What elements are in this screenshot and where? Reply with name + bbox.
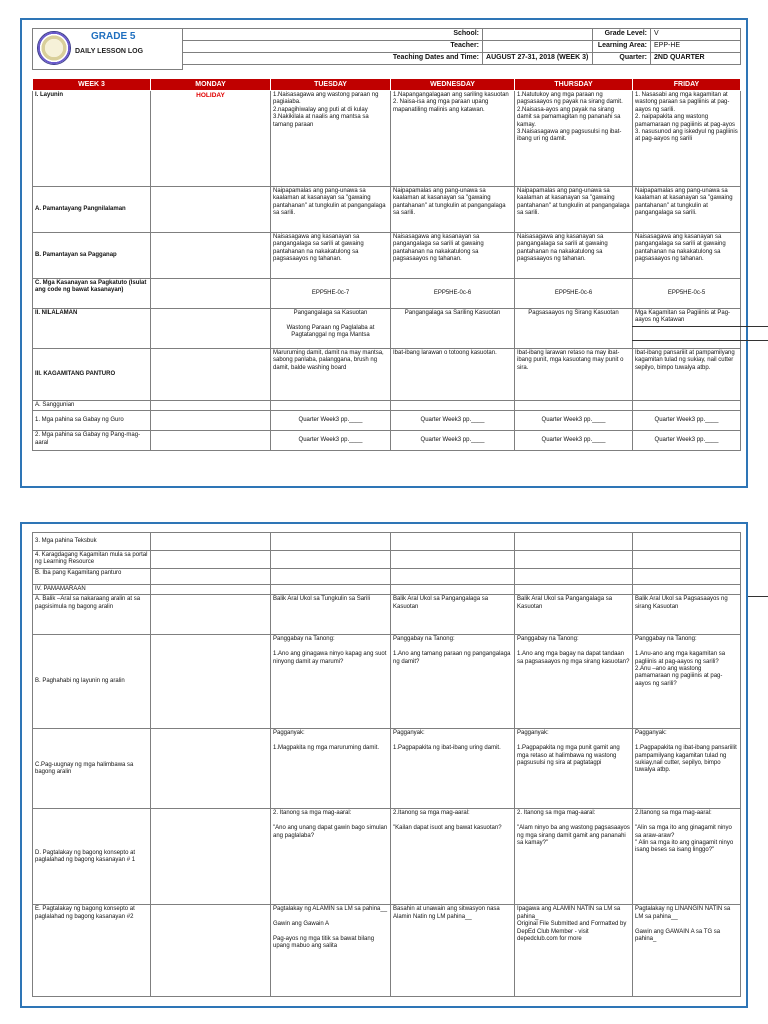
table-row bbox=[33, 279, 741, 309]
wednesday-cell: 1.Napangangalagaan ang sariling kasuotan 2. Naisa-isa ang mga paraan upang mapanatiling malinis ang katawan. bbox=[391, 91, 515, 187]
grade-title: GRADE 5 bbox=[91, 31, 136, 42]
wednesday-cell: Pagganyak: 1.Pagpapakita ng ibat-ibang uring damit. bbox=[391, 729, 515, 809]
monday-cell bbox=[151, 905, 271, 997]
tuesday-cell: Pagganyak: 1.Magpakita ng mga maruruming damit. bbox=[271, 729, 391, 809]
monday-cell bbox=[151, 401, 271, 411]
table-row bbox=[33, 729, 741, 809]
learning-area-value: EPP-HE bbox=[651, 40, 741, 52]
row-label: III. KAGAMITANG PANTURO bbox=[33, 349, 151, 401]
monday-cell bbox=[151, 309, 271, 349]
tuesday-cell: Pangangalaga sa Kasuotan Wastong Paraan ng Paglalaba at Pagtatanggal ng mga Mantsa bbox=[271, 309, 391, 349]
thursday-cell: Ipagawa ang ALAMIN NATIN sa LM sa pahina_ Original File Submitted and Formatted by DepEd Club Member - visit depedclub.com for more bbox=[515, 905, 633, 997]
table-row bbox=[33, 809, 741, 905]
row-label: 3. Mga pahina Teksbuk bbox=[33, 533, 151, 551]
wednesday-cell: Quarter Week3 pp.____ bbox=[391, 431, 515, 451]
row-label: IV. PAMAMARAAN bbox=[33, 585, 151, 595]
row-label: D. Pagtalakay ng bagong konsepto at paglalahad ng bagong kasanayan # 1 bbox=[33, 809, 151, 905]
friday-cell: Naipapamalas ang pang-unawa sa kaalaman at kasanayan sa "gawaing pantahanan" at tungkulin at pangangalaga sa sarili. bbox=[633, 187, 741, 233]
tuesday-cell: Panggabay na Tanong: 1.Ano ang ginagawa ninyo kapag ang suot ninyong damit ay marumi? bbox=[271, 635, 391, 729]
thursday-cell: 1.Natutukoy ang mga paraan ng pagsasaayos ng payak na sirang damit. 2.Naisasa-ayos ang payak na sirang damit sa pamamagitan ng pananahi sa kamay. 3.Naisasagawa ang pagsusulsi ng ibat-ibang uri ng damit. bbox=[515, 91, 633, 187]
page-rule-line bbox=[632, 340, 768, 341]
friday-cell: Mga Kagamitan sa Pagiiinis at Pag-aayos ng Katawan bbox=[633, 309, 741, 349]
friday-cell: 2.Itanong sa mga mag-aaral: "Alin sa mga ito ang ginagamit ninyo sa araw-araw? " Alin sa mga ito ang ginagamit ninyo isang beses sa isang linggo?" bbox=[633, 809, 741, 905]
friday-cell bbox=[633, 569, 741, 585]
header-table bbox=[32, 28, 741, 70]
monday-cell bbox=[151, 809, 271, 905]
monday-cell bbox=[151, 595, 271, 635]
tuesday-cell bbox=[271, 585, 391, 595]
holiday-label: HOLIDAY bbox=[151, 91, 271, 187]
wednesday-cell: Panggabay na Tanong: 1.Ano ang tamang paraan ng pangangalaga ng damit? bbox=[391, 635, 515, 729]
wednesday-cell bbox=[391, 551, 515, 569]
friday-cell: Pagtalakay ng LINANGIN NATIN sa LM sa pahina__ Gawin ang GAWAIN A sa TG sa pahina_ bbox=[633, 905, 741, 997]
row-label: I. Layunin bbox=[33, 91, 151, 187]
friday-header: FRIDAY bbox=[633, 79, 741, 91]
row-label: 4. Karagdagang Kagamitan mula sa portal ng Learning Resource bbox=[33, 551, 151, 569]
row-label: A. Sanggunian bbox=[33, 401, 151, 411]
thursday-cell: EPP5HE-0c-6 bbox=[515, 279, 633, 309]
thursday-cell bbox=[515, 569, 633, 585]
wednesday-cell bbox=[391, 533, 515, 551]
tuesday-cell: Pagtalakay ng ALAMIN sa LM sa pahina__ Gawin ang Gawain A Pag-ayos ng mga titik sa bawat bilang upang mabuo ang salita bbox=[271, 905, 391, 997]
row-label: B. Paghahabi ng layunin ng aralin bbox=[33, 635, 151, 729]
table-row bbox=[33, 533, 741, 551]
tuesday-cell: Quarter Week3 pp.____ bbox=[271, 411, 391, 431]
wednesday-cell bbox=[391, 585, 515, 595]
header-logo-cell bbox=[33, 29, 183, 70]
thursday-cell bbox=[515, 401, 633, 411]
thursday-cell: Naisasagawa ang kasanayan sa pangangalaga sa sarili at gawaing pantahanan na nakakatulong sa pagsasaayos ng tahanan. bbox=[515, 233, 633, 279]
thursday-cell: Naipapamalas ang pang-unawa sa kaalaman at kasanayan sa "gawaing pantahanan" at tungkulin at pangangalaga sa sarili. bbox=[515, 187, 633, 233]
row-label: B. Pamantayan sa Pagganap bbox=[33, 233, 151, 279]
tuesday-header: TUESDAY bbox=[271, 79, 391, 91]
wednesday-cell: Quarter Week3 pp.____ bbox=[391, 411, 515, 431]
wednesday-cell: 2.Itanong sa mga mag-aaral: "Kailan dapat isuot ang bawat kasuotan? bbox=[391, 809, 515, 905]
wednesday-cell: Basahin at unawain ang sitwasyon nasa Alamin Natin ng LM pahina__ bbox=[391, 905, 515, 997]
tuesday-cell bbox=[271, 569, 391, 585]
wednesday-cell: Balik Aral Ukol sa Pangangalaga sa Kasuotan bbox=[391, 595, 515, 635]
friday-cell bbox=[633, 533, 741, 551]
school-value bbox=[483, 29, 593, 41]
row-label: C. Mga Kasanayan sa Pagkatuto (Isulat ang code ng bawat kasanayan) bbox=[33, 279, 151, 309]
friday-cell: Balik Aral Ukol sa Pagsasaayos ng sirang Kasuotan bbox=[633, 595, 741, 635]
row-label: C.Pag-uugnay ng mga halimbawa sa bagong aralin bbox=[33, 729, 151, 809]
friday-cell bbox=[633, 585, 741, 595]
thursday-cell: Quarter Week3 pp.____ bbox=[515, 411, 633, 431]
row-label: 1. Mga pahina sa Gabay ng Guro bbox=[33, 411, 151, 431]
tuesday-cell bbox=[271, 551, 391, 569]
grade-level-label: Grade Level: bbox=[593, 29, 651, 41]
wednesday-cell: Ibat-ibang larawan o totoong kasuotan. bbox=[391, 349, 515, 401]
friday-cell bbox=[633, 551, 741, 569]
friday-cell: Panggabay na Tanong: 1.Anu-ano ang mga kagamitan sa pagliinis at pag-aayos ng sarili? 2.Anu –ano ang wastong pamamaraan ng pagiiinis at pag-aayos ng sarili? bbox=[633, 635, 741, 729]
friday-cell: EPP5HE-0c-5 bbox=[633, 279, 741, 309]
deped-seal-icon bbox=[37, 31, 71, 65]
monday-cell bbox=[151, 411, 271, 431]
thursday-cell: Quarter Week3 pp.____ bbox=[515, 431, 633, 451]
quarter-value: 2ND QUARTER bbox=[651, 52, 741, 64]
friday-cell: Naisasagawa ang kasanayan sa pangangalaga sa sarili at gawaing pantahanan na nakakatulong sa pagsasaayos ng tahanan. bbox=[633, 233, 741, 279]
monday-cell bbox=[151, 569, 271, 585]
table-row bbox=[33, 635, 741, 729]
table-row bbox=[33, 349, 741, 401]
thursday-cell: Pagganyak: 1.Pagpapakita ng mga punit gamit ang mga retaso at halimbawa ng wastong pagsusulsi ng sira at pagtatagpi bbox=[515, 729, 633, 809]
log-title: DAILY LESSON LOG bbox=[75, 48, 144, 55]
friday-cell: Ibat-ibang pansariiit at pampamilyang kagamitan tulad ng sukiay, nail cutter sepilyo, bimpo tuwalya atbp. bbox=[633, 349, 741, 401]
tuesday-cell: EPP5HE-0c-7 bbox=[271, 279, 391, 309]
table-row bbox=[33, 595, 741, 635]
monday-cell bbox=[151, 233, 271, 279]
tuesday-cell bbox=[271, 533, 391, 551]
row-label: 2. Mga pahina sa Gabay ng Pang-mag-aaral bbox=[33, 431, 151, 451]
friday-cell: Pagganyak: 1.Pagpapakita ng ibat-ibang pansariilit pampamilyang kagamitan tulad ng sukiay,nail cutter, sepilyo, bimpo tuwalya atbp. bbox=[633, 729, 741, 809]
monday-cell bbox=[151, 533, 271, 551]
table-row bbox=[33, 91, 741, 187]
row-label: A. Pamantayang Pangnilalaman bbox=[33, 187, 151, 233]
tuesday-cell bbox=[271, 401, 391, 411]
lesson-log-page-1 bbox=[20, 18, 748, 488]
dates-value: AUGUST 27-31, 2018 (WEEK 3) bbox=[483, 52, 593, 64]
row-label: II. NILALAMAN bbox=[33, 309, 151, 349]
wednesday-cell: EPP5HE-0c-6 bbox=[391, 279, 515, 309]
thursday-cell: Panggabay na Tanong: 1.Ano ang mga bagay na dapat tandaan sa pagsasaayos ng mga sirang kasuotan? bbox=[515, 635, 633, 729]
tuesday-cell: 1.Naisasagawa ang wastong paraan ng pagiaiaba. 2.napagihiwalay ang puti at di kulay 3.Nakikilala at naalis ang mantsa sa tamang paraan bbox=[271, 91, 391, 187]
monday-cell bbox=[151, 431, 271, 451]
row-label: E. Pagtalakay ng bagong konsepto at paglalahad ng bagong kasanayan #2 bbox=[33, 905, 151, 997]
table-row bbox=[33, 401, 741, 411]
table-row bbox=[33, 585, 741, 595]
friday-cell bbox=[633, 401, 741, 411]
thursday-cell: Ibat-ibang larawan retaso na may ibat-ibang punit, mga kasuotang may punit o sira. bbox=[515, 349, 633, 401]
school-label: School: bbox=[183, 29, 483, 41]
table-row bbox=[33, 411, 741, 431]
table-row bbox=[33, 233, 741, 279]
thursday-cell: 2. Itanong sa mga mag-aaral: "Alam ninyo ba ang wastong pagsasaayos ng mga sirang damit gamit ang pananahi sa kamay?" bbox=[515, 809, 633, 905]
page-rule-line bbox=[632, 326, 768, 327]
wednesday-cell bbox=[391, 401, 515, 411]
grade-level-value: V bbox=[651, 29, 741, 41]
monday-cell bbox=[151, 585, 271, 595]
friday-cell: 1. Nasasabi ang mga kagamitan at wastong paraan sa pagliinis at pag-aayos ng sarili. 2. naipapakita ang wastong pamamaraan ng pagiiinis at pag-ayos 3. nasusunod ang iskedyul ng pagliinis at pag-aayos ng sarili bbox=[633, 91, 741, 187]
thursday-cell bbox=[515, 585, 633, 595]
lesson-table-page-2 bbox=[32, 532, 741, 997]
table-row bbox=[33, 431, 741, 451]
monday-cell bbox=[151, 187, 271, 233]
table-row bbox=[33, 569, 741, 585]
tuesday-cell: Balik Aral Ukol sa Tungkulin sa Sarili bbox=[271, 595, 391, 635]
teacher-value bbox=[483, 40, 593, 52]
monday-cell bbox=[151, 729, 271, 809]
tuesday-cell: Quarter Week3 pp.____ bbox=[271, 431, 391, 451]
table-row bbox=[33, 309, 741, 349]
friday-cell: Quarter Week3 pp.____ bbox=[633, 431, 741, 451]
row-label: B. Iba pang Kagamitang panturo bbox=[33, 569, 151, 585]
lesson-log-page-2 bbox=[20, 522, 748, 1008]
tuesday-cell: Naipapamalas ang pang-unawa sa kaalaman at kasanayan sa "gawaing pantahanan" at tungkulin at pangangalaga sa sarili. bbox=[271, 187, 391, 233]
teacher-label: Teacher: bbox=[183, 40, 483, 52]
tuesday-cell: Maruruming damit, damit na may mantsa, sabong panlaba, palanggana, brush ng damit, balde washing board bbox=[271, 349, 391, 401]
thursday-cell: Pagsasaayos ng Sirang Kasuotan bbox=[515, 309, 633, 349]
learning-area-label: Learning Area: bbox=[593, 40, 651, 52]
wednesday-header: WEDNESDAY bbox=[391, 79, 515, 91]
monday-cell bbox=[151, 279, 271, 309]
wednesday-cell: Naisasagawa ang kasanayan sa pangangalaga sa sarili at gawaing pantahanan na nakakatulong sa pagsasaayos ng tahanan. bbox=[391, 233, 515, 279]
monday-header: MONDAY bbox=[151, 79, 271, 91]
wednesday-cell: Pangangalaga sa Sariling Kasuotan bbox=[391, 309, 515, 349]
tuesday-cell: 2. Itanong sa mga mag-aaral: "Ano ang unang dapat gawin bago simulan ang paglalaba? bbox=[271, 809, 391, 905]
wednesday-cell: Naipapamalas ang pang-unawa sa kaalaman at kasanayan sa "gawaing pantahanan" at tungkulin at pangangalaga sa sarili. bbox=[391, 187, 515, 233]
wednesday-cell bbox=[391, 569, 515, 585]
tuesday-cell: Naisasagawa ang kasanayan sa pangangalaga sa sarili at gawaing pantahanan na nakakatulong sa pagsasaayos ng tahanan. bbox=[271, 233, 391, 279]
quarter-label: Quarter: bbox=[593, 52, 651, 64]
friday-cell: Quarter Week3 pp.____ bbox=[633, 411, 741, 431]
thursday-cell bbox=[515, 551, 633, 569]
table-row bbox=[33, 551, 741, 569]
lesson-table-page-1 bbox=[32, 78, 741, 451]
thursday-cell: Balik Aral Ukol sa Pangangalaga sa Kasuotan bbox=[515, 595, 633, 635]
thursday-cell bbox=[515, 533, 633, 551]
monday-cell bbox=[151, 635, 271, 729]
row-label: A. Balik –Aral sa nakaraang aralin at sa pagsisimula ng bagong aralin bbox=[33, 595, 151, 635]
dates-label: Teaching Dates and Time: bbox=[183, 52, 483, 64]
thursday-header: THURSDAY bbox=[515, 79, 633, 91]
monday-cell bbox=[151, 349, 271, 401]
monday-cell bbox=[151, 551, 271, 569]
table-row bbox=[33, 187, 741, 233]
table-row bbox=[33, 905, 741, 997]
week-header: WEEK 3 bbox=[33, 79, 151, 91]
